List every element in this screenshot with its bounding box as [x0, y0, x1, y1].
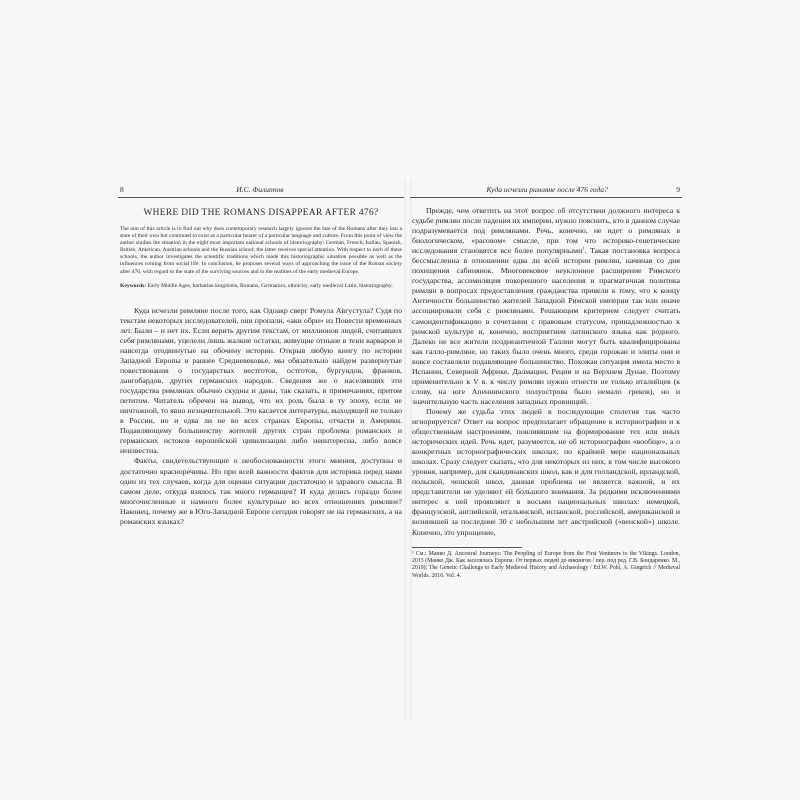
right-page-number: 9 — [676, 185, 680, 194]
right-paragraph-2: Почему же судьба этих людей в последующие столетия так часто игнорируется? Ответ на вопрос предполагает обращение к историографии и к общественным настроениям, повлиявшим на формирование тех или иных исторических идей. Речь идет, разумеется, не об историографии «вообще», а о конкретных историографических школах, по крайней мере национальных школах. Сразу следует сказать, что для некоторых из них, в том числе высокого уровня, например, для скандинавских школ, как и для голландской, ирландской, польской, чешской школ, данная проблема не является важной, и их представители не уделяют ей большого внимания. За редкими исключениями интерес к ней проявляют в восьми национальных школах: немецкой, французской, английской, итальянской, испанской, российской, американской и возникшей за последние 30 с небольшим лет австрийской («венской») школе. Конечно, это упрощение, — [412, 406, 680, 537]
right-paragraph-1-part-a: Прежде, чем ответить на этот вопрос об отсутствии должного интереса к судьбе римлян после падения их империи, нужно пояснить, кто в данном случае подразумевается под римлянами. Речь, конечно, не идет о римлянах в биологическом, «расовом» смысле, при том что историко-генетические исследования становятся все более популярными — [412, 206, 680, 256]
keywords-text: Early Middle Ages, barbarian kingdoms, Romans, Germanics, ethnicity, early medieval Latin, historiography. — [147, 282, 393, 289]
left-paragraph-1: Куда исчезли римляне после того, как Одоакр сверг Ромула Августула? Судя по текстам некоторых исследователей, они пропали, «аки обри» из Повести временных лет. Были – и нет их. Если верить другим текстам, от миллионов людей, считавших себя римлянами, уцелели лишь жалкие остатки, живущие отныне в тени варваров и навсегда отодвинутые на обочину истории. Открыв любую книгу по истории Западной Европы в раннее Средневековье, мы обязательно найдем развернутые повествования о государствах вестготов, остготов, бургундов, франков, лангобардов, других германских народов. Сведения же о населявших эти государства римлянах обычно скудны и даны, так сказать, в примечаниях, притом петитом. Читатель обречен на вывод, что их роль была в ту эпоху, если не ничтожной, то явно незначительной. Это касается литературы, выходящей не только в России, но и едва ли не во всех странах Европы, отчасти и Америки. Подавляющему большинству жителей других стран проблема романских и германских истоков европейской цивилизации либо неинтересна, либо вовсе неизвестна. — [120, 305, 402, 456]
footnote-reference: 1 — [582, 245, 585, 251]
right-running-head-text: Куда исчезли римляне после 476 года? — [486, 185, 608, 194]
abstract: The aim of this article is to find out why does contemporary research largely ignores the fate of the Romans after they lost a state of their own but continued to exist as a particular bearer of a particular language and culture. From this point of view the author studies the situation in the eight most important national schools of historiography: German, French, Italian, Spanish, British, American, Austrian schools and the Russian school; the latter receives special attention. With respect to each of these schools, the author investigates the scientific traditions which made this historiographic situation possible as well as the influences coming from social life. In conclusion, he proposes several ways of approaching the issue of the Roman society after 476, with regard to the state of the surviving sources and to the realities of the early medieval Europe. — [120, 226, 402, 275]
right-page — [410, 185, 682, 715]
left-page-number: 8 — [120, 185, 124, 194]
article-title: WHERE DID THE ROMANS DISAPPEAR AFTER 476? — [143, 208, 379, 218]
left-body-text — [120, 306, 402, 527]
right-paragraph-1-part-b: . Такая постановка вопроса бессмысленна в отношении едва ли всей истории римлян, начиная со дня похищения сабинянок. Многовековое неуклонное расширение Римского государства, ассимиляция покоренного населения и прагматичная политика римлян в вопросах предоставления гражданства привели к тому, что к концу Античности большинство жителей Западной Римской империи так или иначе ассоциировали себя с римлянами. Решающим критерием следует считать самоидентификацию в сочетании с правовым статусом, принадлежностью к римской культуре и, конечно, восприятием латинского языка как родного. Далеко не все жители позднеантичной Галлии могут быть квалифицированы как галло-римляне, но таких было очень много, среди горожан и элиты они и вовсе составляли подавляющее большинство. Похожая ситуация имела место в Испании, Северной Африке, Далмации, Реции и на Верхнем Дунае. Поэтому применительно к V в. к числу римлян нужно отнести не только италийцев (к слову, на юге Апеннинского полуострова было немало греков), но и значительную часть населения западных провинций. — [412, 246, 681, 406]
left-paragraph-2: Факты, свидетельствующие о необоснованности этого мнения, доступны и достаточно красноречивы. Но при всей важности фактов для историка перед нами один из тех случаев, когда для оценки ситуации достаточно и здравого смысла. В самом деле, откуда взялось так много германцев? И куда делись гораздо более многочисленные и намного более культурные во всех отношениях римляне? Наконец, почему же в Юго-Западной Европе сегодня говорят не на германских, а на романских языках? — [120, 456, 402, 526]
right-running-head — [410, 185, 682, 198]
left-page — [118, 185, 404, 715]
footnote-1: ¹ См.: Манко Д. Ancestral Journeys: The Peopling of Europe from the First Venturers to the Vikings. London, 2013 (Манко Дж. Как заселялась Европа: От первых людей до викингов / пер. под ред. Г.В. Бондаренко. М., 2019); The Genetic Challenge to Early Medieval History and Archaeology / Ed.W. Pohl, A. Gingrich // Medieval Worlds. 2016. Vol. 4. — [412, 550, 680, 579]
right-paragraph-1 — [412, 206, 680, 407]
left-running-head-text: И.С. Филиппов — [236, 185, 284, 194]
keywords-label: Keywords: — [120, 282, 147, 289]
keywords — [120, 283, 402, 290]
right-body-text — [412, 206, 680, 538]
footnote-rule — [412, 547, 680, 581]
left-running-head — [118, 185, 404, 198]
